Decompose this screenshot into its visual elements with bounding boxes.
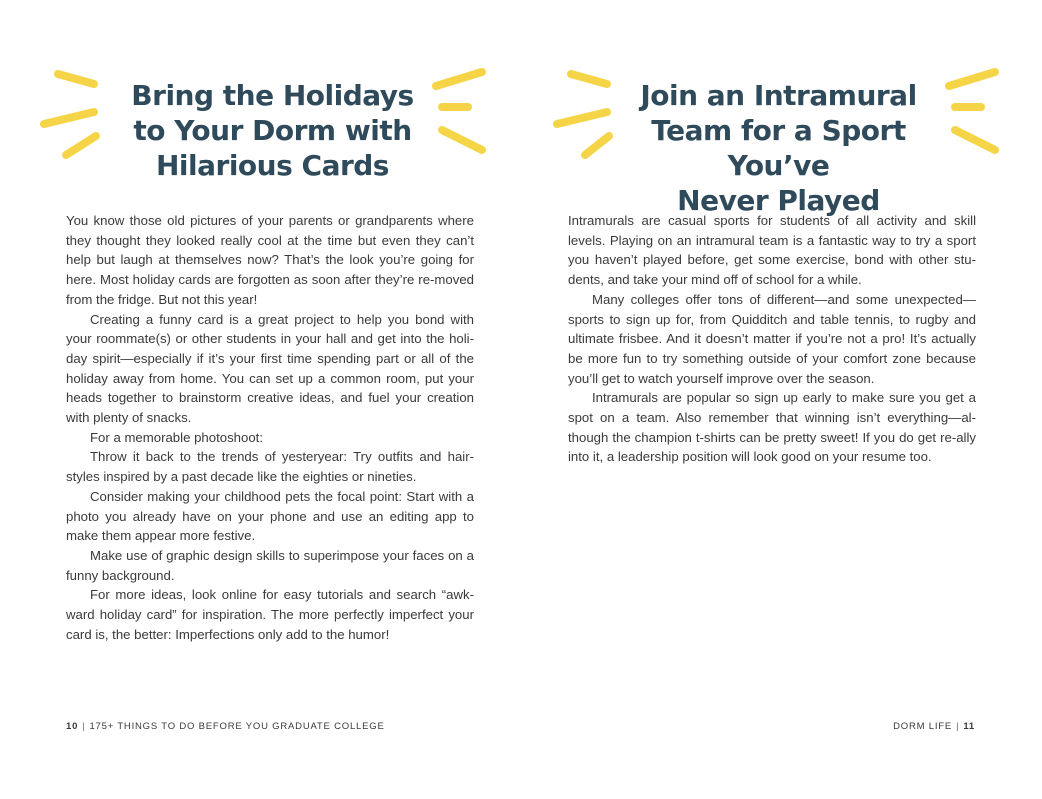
ray-bottom [66, 136, 96, 155]
paragraph: Throw it back to the trends of yesteryear: Try outfits and hair-styles inspired by a past decade like the eighties or nineties. [66, 449, 474, 485]
paragraph: For a memorable photoshoot: [90, 429, 263, 445]
paragraph: You know those old pictures of your parents or grandparents where they thought they looked really cool at the time but even they can’t help but laugh at themselves now? That’s the look you’re going for here. Most holiday cards are forgotten as soon after they’re re-moved from the fridge. But not this year! [66, 213, 474, 307]
left-rays-icon [36, 60, 106, 170]
paragraph: Creating a funny card is a great project to help you bond with your roommate(s) or other students in your hall and get into the holi-day spirit—especially if it’s your first time spending part or all of the holiday away from home. You can set up a common room, put your heads together to brainstorm creative ideas, and fuel your creation with plenty of snacks. [66, 311, 474, 426]
title-line: Hilarious Cards [156, 149, 389, 182]
running-head: 175+ THINGS TO DO BEFORE YOU GRADUATE COLLEGE [89, 721, 385, 732]
body-text [66, 211, 474, 644]
ray-middle [557, 112, 607, 124]
title-line: Bring the Holidays [131, 79, 414, 112]
ray-top [571, 74, 607, 84]
ray-bottom [585, 136, 609, 155]
title-line: Team for a Sport You’ve [651, 114, 906, 182]
title-line: Never Played [677, 184, 880, 217]
right-rays-icon [941, 60, 1011, 170]
body-text [568, 211, 976, 467]
paragraph: Make use of graphic design skills to superimpose your faces on a funny background. [66, 547, 474, 583]
ray-middle [44, 112, 94, 124]
page-footer [893, 721, 975, 732]
page-title [616, 78, 941, 218]
paragraph: Many colleges offer tons of different—and some unexpected—sports to sign up for, from Quidditch and table tennis, to rugby and ultimate frisbee. And it doesn’t matter if you’re not a pro! It’s actually be more fun to try something outside of your comfort zone because you’ll get to watch yourself improve over the season. [568, 291, 976, 386]
page-number: 10 [66, 721, 79, 732]
right-rays-icon [428, 60, 498, 170]
paragraph: Intramurals are popular so sign up early to make sure you get a spot on a team. Also remember that winning isn’t everything—al-though the champion t-shirts can be pretty sweet! If you do get re-ally into it, a leadership position will look good on your resume too. [568, 390, 976, 465]
ray-top [949, 72, 995, 86]
title-line: to Your Dorm with [133, 114, 412, 147]
running-head: DORM LIFE [893, 721, 953, 732]
page-number: 11 [963, 721, 975, 732]
right-page [521, 0, 1042, 799]
footer-separator: | [82, 721, 86, 732]
paragraph: For more ideas, look online for easy tutorials and search “awk-ward holiday card” for inspiration. The more perfectly imperfect your card is, the better: Imperfections only add to the humor! [66, 587, 474, 642]
ray-top [436, 72, 482, 86]
page-footer [66, 721, 385, 732]
paragraph: Consider making your childhood pets the focal point: Start with a photo you already have on your phone and use an editing app to make them appear more festive. [66, 488, 474, 544]
title-line: Join an Intramural [640, 79, 917, 112]
ray-bottom [955, 130, 995, 150]
ray-bottom [442, 130, 482, 150]
left-rays-icon [549, 60, 619, 170]
paragraph: Intramurals are casual sports for students of all activity and skill levels. Playing on an intramural team is a fantastic way to try a sport you haven’t played before, get some exercise, bond with other stu-dents, and take your mind off of school for a while. [568, 213, 976, 288]
page-title [130, 78, 415, 183]
footer-separator: | [956, 721, 960, 732]
ray-top [58, 74, 94, 84]
